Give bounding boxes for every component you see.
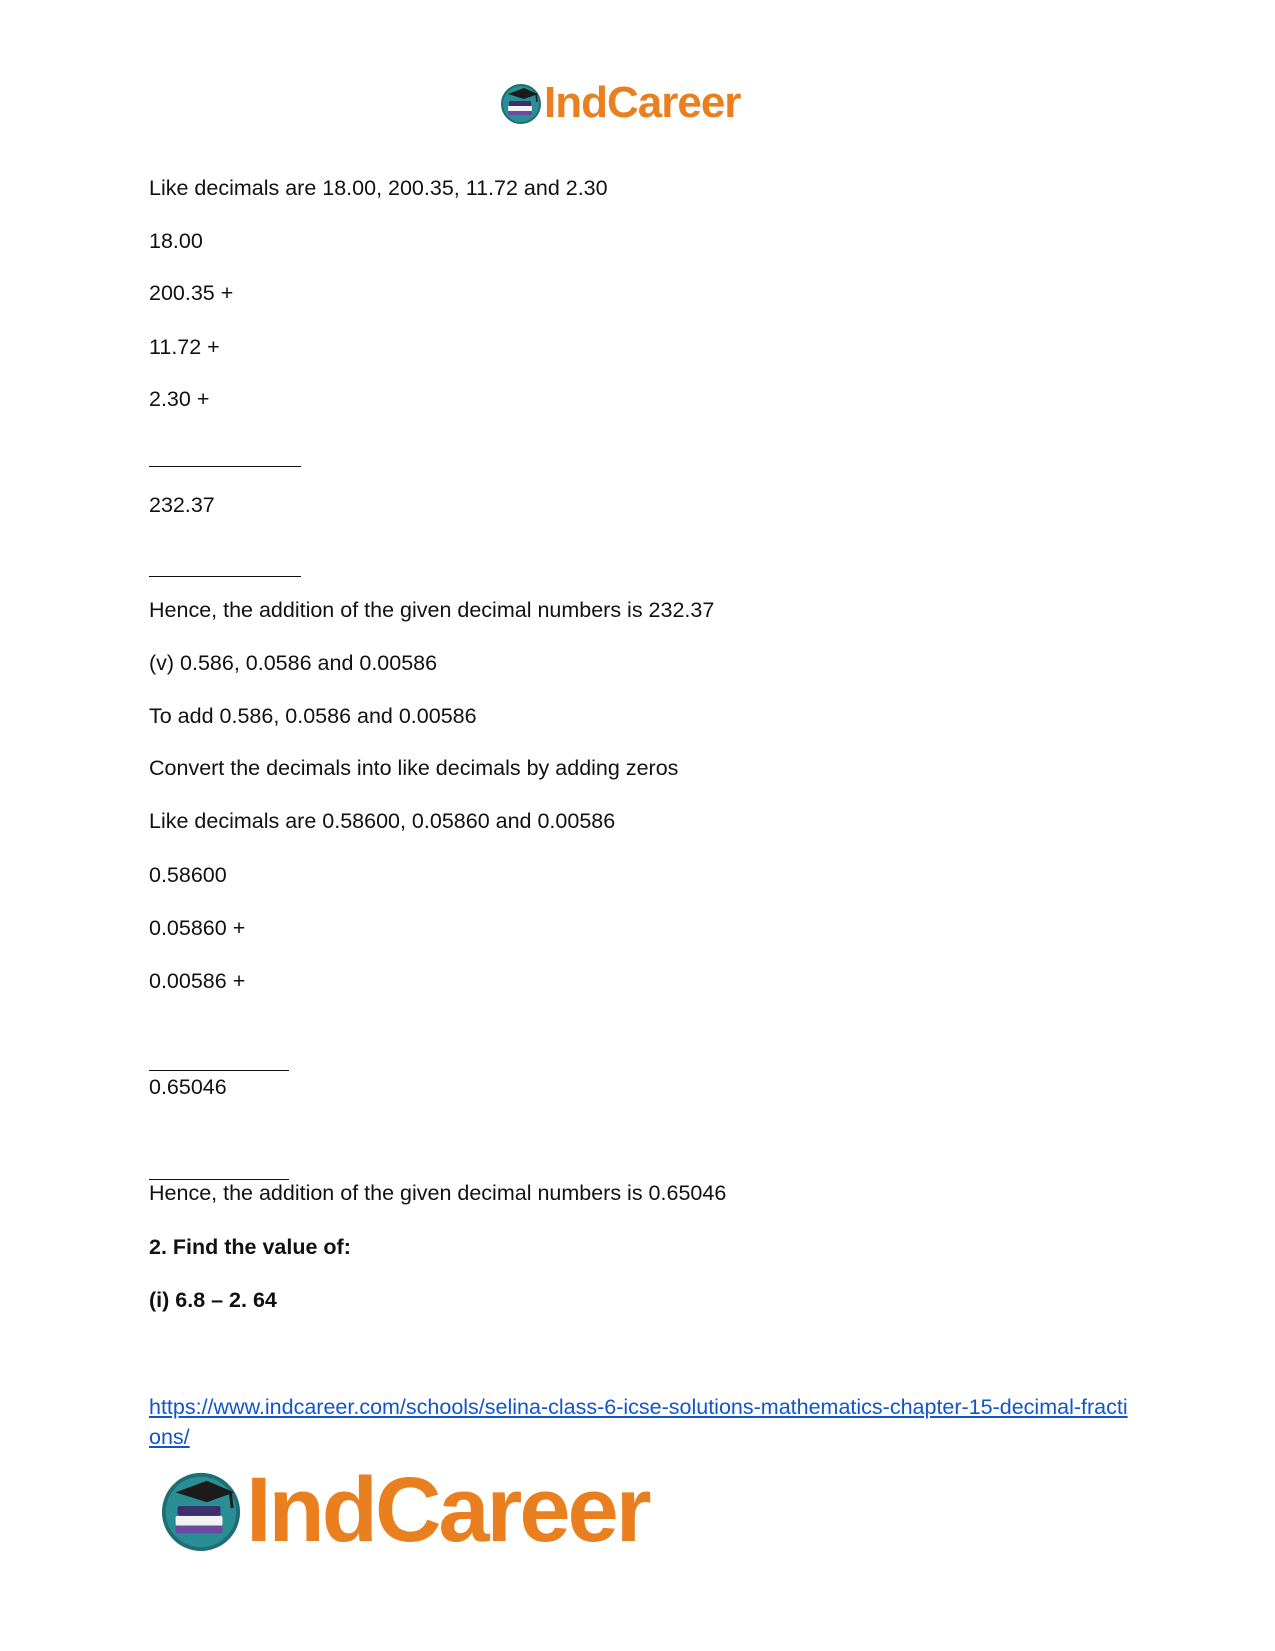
header-logo-text: IndCareer <box>544 78 741 127</box>
text-line: 0.00586 + <box>149 969 246 993</box>
text-line: Like decimals are 0.58600, 0.05860 and 0.00586 <box>149 809 616 833</box>
text-line: (v) 0.586, 0.0586 and 0.00586 <box>149 651 438 675</box>
question-heading: 2. Find the value of: <box>149 1235 351 1259</box>
sum-rule <box>149 576 301 577</box>
text-line: Hence, the addition of the given decimal numbers is 0.65046 <box>149 1181 727 1205</box>
text-line: 0.65046 <box>149 1075 227 1099</box>
text-line: 0.58600 <box>149 863 227 887</box>
footer-logo <box>160 1458 649 1561</box>
footer-link[interactable]: https://www.indcareer.com/schools/selina-class-6-icse-solutions-mathematics-chapter-15-decimal-fractions/ <box>149 1395 1128 1449</box>
footer-logo-text: IndCareer <box>246 1458 649 1561</box>
text-line: 0.05860 + <box>149 916 246 940</box>
text-line: Convert the decimals into like decimals by adding zeros <box>149 756 679 780</box>
graduation-book-icon <box>160 1469 242 1551</box>
text-line: 2.30 + <box>149 387 210 411</box>
sum-rule <box>149 1070 289 1071</box>
text-line: 18.00 <box>149 229 203 253</box>
text-line: 11.72 + <box>149 335 220 359</box>
text-line: 232.37 <box>149 493 215 517</box>
question-part: (i) 6.8 – 2. 64 <box>149 1288 277 1312</box>
text-line: Like decimals are 18.00, 200.35, 11.72 and 2.30 <box>149 176 608 200</box>
text-line: Hence, the addition of the given decimal numbers is 232.37 <box>149 598 715 622</box>
graduation-book-icon <box>500 82 542 124</box>
header-logo <box>500 78 740 128</box>
text-line: To add 0.586, 0.0586 and 0.00586 <box>149 704 477 728</box>
sum-rule <box>149 466 301 467</box>
text-line: 200.35 + <box>149 281 234 305</box>
